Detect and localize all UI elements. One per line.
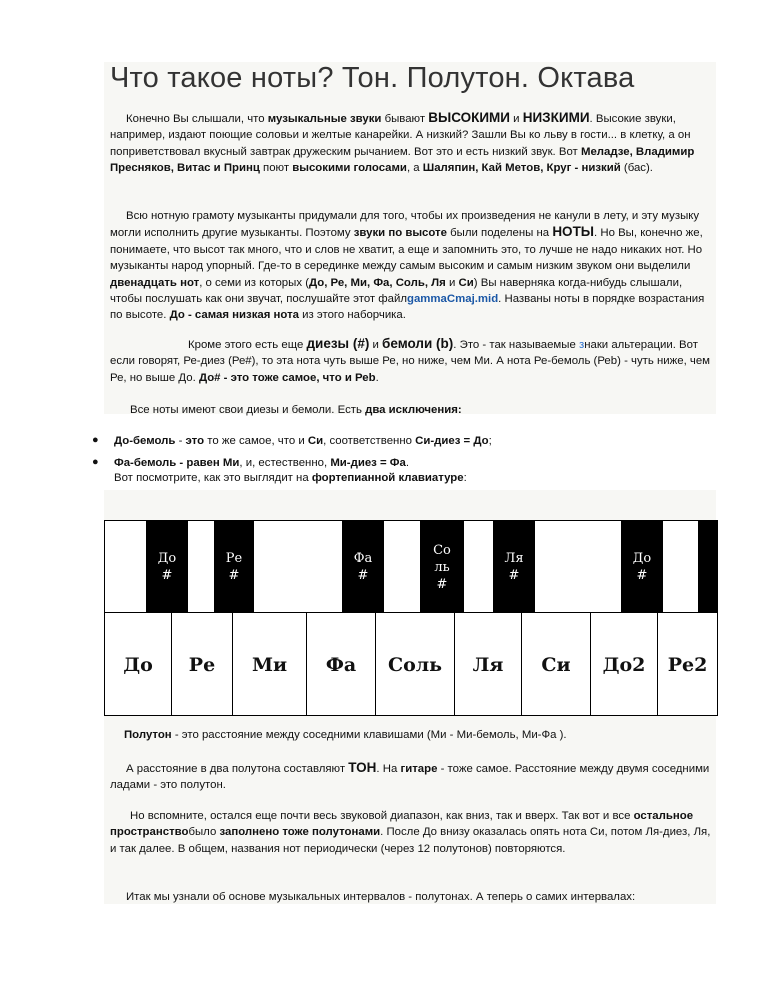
paragraph-keyboard-intro: Вот посмотрите, как это выглядит на фортепианной клавиатуре: xyxy=(114,472,467,484)
white-key-fa[interactable]: Фа xyxy=(306,612,376,716)
white-key-re[interactable]: Ре xyxy=(171,612,233,716)
bullet-marker: ● xyxy=(92,456,99,468)
black-key-re-sharp[interactable]: Ре # xyxy=(214,520,254,612)
bullet-marker: ● xyxy=(92,434,99,446)
white-key-si[interactable]: Си xyxy=(521,612,591,716)
paragraph-tone: А расстояние в два полутона составляют ТОН. На гитаре - тоже самое. Расстояние между двумя соседними ладами - это полутон. xyxy=(110,760,710,792)
paragraph-high-low-sounds: Конечно Вы слышали, что музыкальные звуки бывают ВЫСОКИМИ и НИЗКИМИ. Высокие звуки, например, издают поющие соловьи и желтые канарейки. А низкий? Зашли Вы ко льву в гости... в клетку, а он поприветствовал вкусный завтрак дружеским рычанием. Вот это и есть низкий звук. Вот Меладзе, Владимир Пресняков, Витас и Принц поют высокими голосами, а Шаляпин, Кай Метов, Круг - низкий (бас). xyxy=(110,110,695,175)
midi-file-link[interactable]: gammaCmaj.mid xyxy=(407,293,499,306)
white-key-mi[interactable]: Ми xyxy=(232,612,307,716)
list-item-exception-2: Фа-бемоль - равен Ми, и, естественно, Ми-диез = Фа. xyxy=(114,457,410,469)
page-title: Что такое ноты? Тон. Полутон. Октава xyxy=(110,62,635,94)
paragraph-semitone: Полутон - это расстояние между соседними клавишами (Ми - Ми-бемоль, Ми-Фа ). xyxy=(124,729,567,741)
white-key-re2[interactable]: Ре2 xyxy=(657,612,718,716)
white-key-do[interactable]: До xyxy=(104,612,172,716)
piano-keyboard xyxy=(104,520,718,716)
list-item-exception-1: До-бемоль - это то же самое, что и Си, соответственно Си-диез = До; xyxy=(114,435,492,447)
paragraph-range: Но вспомните, остался еще почти весь звуковой диапазон, как вниз, так и вверх. Так вот и все остальное пространствобыло заполнено тоже полутонами. После До внизу оказалась опять нота Си, потом Ля-диез, Ля, и так далее. В общем, названия нот периодически (через 12 полутонов) повторяются. xyxy=(110,810,711,855)
white-key-do2[interactable]: До2 xyxy=(590,612,658,716)
paragraph-sharps-flats: Кроме этого есть еще диезы (#) и бемоли (b). Это - так называемые знаки альтерации. Вот если говорят, Ре-диез (Ре#), то эта нота чуть выше Ре, но ниже, чем Ми. А нота Ре-бемоль (Реb) - чуть ниже, чем Ре, но выше До. До# - это тоже самое, что и Реb. xyxy=(110,336,711,384)
black-key-do-sharp[interactable]: До # xyxy=(146,520,188,612)
black-key-la-sharp[interactable]: Ля # xyxy=(493,520,535,612)
paragraph-intervals: Итак мы узнали об основе музыкальных интервалов - полутонах. А теперь о самих интервалах: xyxy=(126,891,636,903)
black-key-sol-sharp[interactable]: Со ль # xyxy=(420,520,464,612)
black-key-edge[interactable] xyxy=(698,520,718,612)
black-key-fa-sharp[interactable]: Фа # xyxy=(342,520,384,612)
white-key-sol[interactable]: Соль xyxy=(375,612,455,716)
paragraph-notes: Всю нотную грамоту музыканты придумали для того, чтобы их произведения не канули в лету, и эту музыку могли исполнить другие музыканты. Поэтому звуки по высоте были поделены на НОТЫ. Но Вы, конечно же, понимаете, что высот так много, что и слов не хватит, а еще и запомнить это, то лучше не надо никаких нот. Но музыканты народ упорный. Где-то в серединке между самым высоким и самым низким звуком они выделили двенадцать нот, о семи из которых (До, Ре, Ми, Фа, Соль, Ля и Си) Вы наверняка когда-нибудь слышали, чтобы послушать как они звучат, послушайте этот файлgammaCmaj.mid. Названы ноты в порядке возрастания по высоте. До - самая низкая нота из этого наборчика. xyxy=(110,210,705,322)
white-key-la[interactable]: Ля xyxy=(454,612,522,716)
black-key-do2-sharp[interactable]: До # xyxy=(621,520,663,612)
paragraph-exceptions: Все ноты имеют свои диезы и бемоли. Есть два исключения: xyxy=(130,404,462,416)
